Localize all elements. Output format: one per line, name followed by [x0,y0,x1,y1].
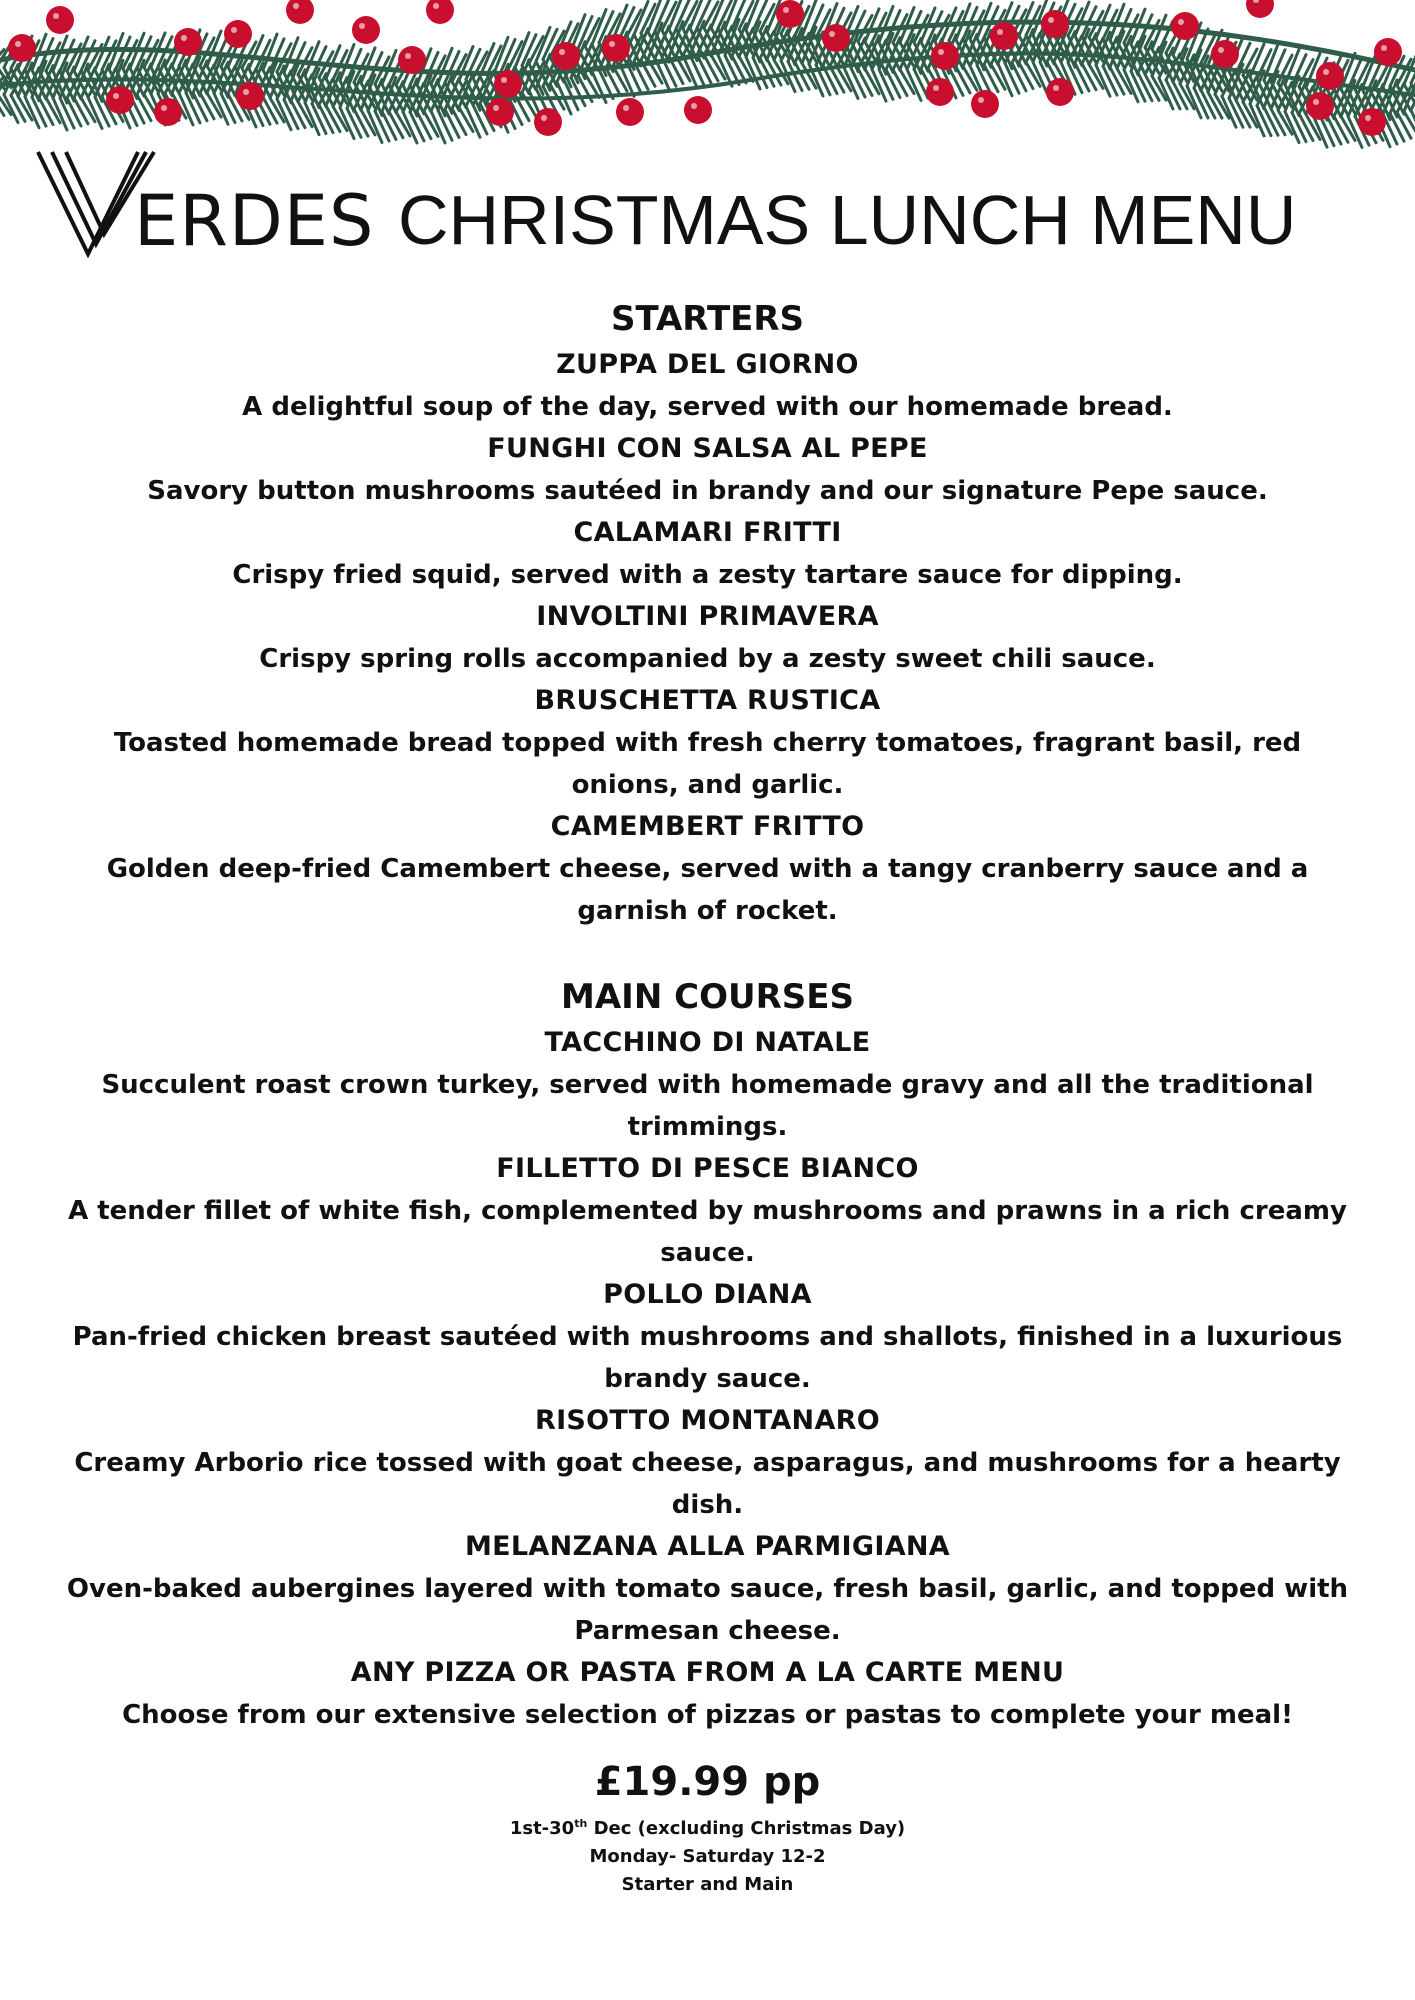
serving-days: Monday- Saturday 12-2 [589,1846,826,1867]
item-description: Toasted homemade bread topped with fresh cherry tomatoes, fragrant basil, red onions, and garlic. [113,728,1302,800]
item-name: ZUPPA DEL GIORNO [556,349,859,380]
menu-item [40,1652,1375,1736]
garland-decoration [0,0,1415,150]
item-description: Golden deep-fried Camembert cheese, served with a tangy cranberry sauce and a garnish of rocket. [106,854,1309,926]
courses-included: Starter and Main [621,1874,794,1895]
menu-item [40,596,1375,680]
date-range: 1st-30th Dec (excluding Christmas Day) [509,1817,906,1839]
item-name: POLLO DIANA [603,1279,812,1310]
menu-item [40,512,1375,596]
item-description: Crispy fried squid, served with a zesty tartare sauce for dipping. [232,560,1183,590]
item-name: CAMEMBERT FRITTO [550,811,865,842]
menu-item [40,680,1375,806]
menu-content [40,294,1375,1899]
menu-item [40,1022,1375,1148]
item-description: Pan-fried chicken breast sautéed with mushrooms and shallots, finished in a luxurious brandy sauce. [72,1322,1343,1394]
menu-item [40,428,1375,512]
item-name: TACCHINO DI NATALE [544,1027,871,1058]
item-name: MELANZANA ALLA PARMIGIANA [465,1531,950,1562]
item-name: FUNGHI CON SALSA AL PEPE [487,433,928,464]
item-name: ANY PIZZA OR PASTA FROM A LA CARTE MENU [350,1657,1065,1688]
item-description: Choose from our extensive selection of pizzas or pastas to complete your meal! [122,1700,1293,1730]
menu-item [40,1148,1375,1274]
item-description: Creamy Arborio rice tossed with goat cheese, asparagus, and mushrooms for a hearty dish. [74,1448,1341,1520]
item-description: Crispy spring rolls accompanied by a zesty sweet chili sauce. [259,644,1156,674]
item-description: Oven-baked aubergines layered with tomato sauce, fresh basil, garlic, and topped with Parmesan cheese. [66,1574,1349,1646]
page-title: CHRISTMAS LUNCH MENU [398,181,1297,259]
item-description: A tender fillet of white fish, complemented by mushrooms and prawns in a rich creamy sauce. [68,1196,1347,1268]
starters-section [40,294,1375,932]
menu-item [40,1400,1375,1526]
menu-item [40,806,1375,932]
item-name: FILLETTO DI PESCE BIANCO [496,1153,919,1184]
menu-item [40,1526,1375,1652]
item-description: Succulent roast crown turkey, served with homemade gravy and all the traditional trimmings. [101,1070,1314,1142]
item-name: INVOLTINI PRIMAVERA [536,601,879,632]
menu-item [40,344,1375,428]
item-name: BRUSCHETTA RUSTICA [534,685,881,716]
starters-heading: STARTERS [610,299,805,339]
menu-item [40,1274,1375,1400]
item-name: CALAMARI FRITTI [573,517,842,548]
mains-section [40,972,1375,1736]
item-name: RISOTTO MONTANARO [534,1405,880,1436]
logo-wordmark: ERDES [134,180,375,262]
item-description: A delightful soup of the day, served with our homemade bread. [242,392,1173,422]
item-description: Savory button mushrooms sautéed in brandy and our signature Pepe sauce. [147,476,1268,506]
mains-heading: MAIN COURSES [561,977,854,1017]
price: £19.99 pp [594,1759,821,1805]
pricing-footer [40,1754,1375,1899]
